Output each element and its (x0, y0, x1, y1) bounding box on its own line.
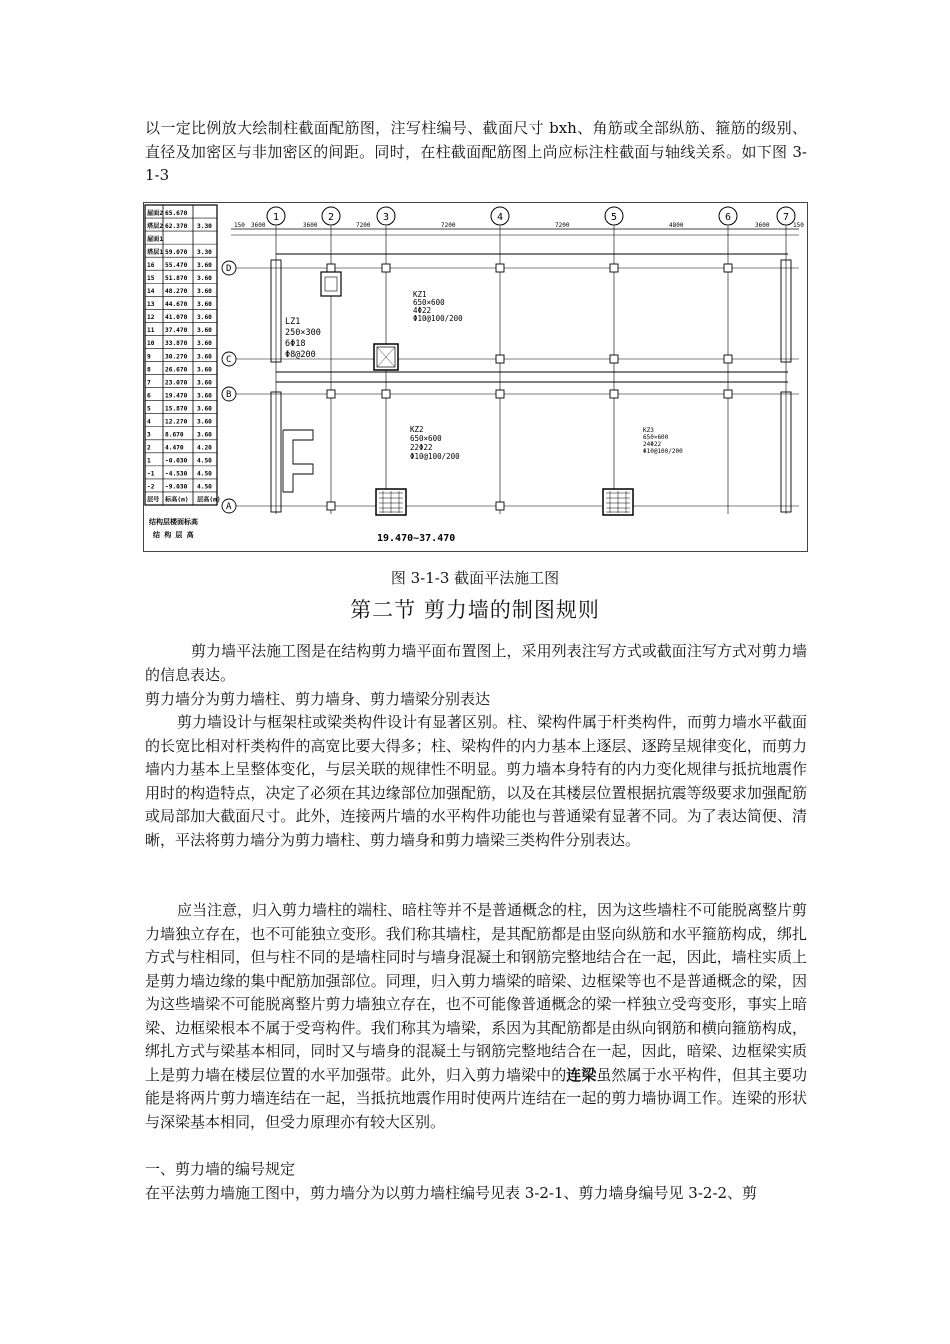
dimension-label: 150 (793, 222, 804, 229)
axis-label: 5 (611, 212, 618, 223)
table-cell-floor: 16 (147, 261, 155, 269)
column-note-line: 4Φ22 (413, 306, 432, 315)
column-marker (724, 355, 732, 363)
table-cell-elevation: 33.870 (165, 340, 188, 348)
row-label: B (226, 390, 232, 400)
table-cell-height: 4.50 (197, 483, 212, 491)
coupling-beam-term: 连梁 (566, 1065, 597, 1084)
figure-caption: 图 3-1-3 截面平法施工图 (390, 569, 560, 587)
column-note-line: Φ8@200 (285, 350, 316, 360)
table-cell-elevation: 8.670 (165, 431, 184, 439)
section-title: 第二节 剪力墙的制图规则 (350, 598, 600, 622)
range-label: 19.470~37.470 (377, 533, 456, 544)
column-marker (496, 502, 504, 510)
paragraph-attention-part2: 虽然属于水平构件，但其主要功能是将两片剪力墙连结在一起，当抵抗地震作用时使两片连结在一起的剪力墙协调工作。连梁的形状与深梁基本相同，但受力原理亦有较大区别。 (145, 1065, 807, 1131)
column-marker (496, 390, 504, 398)
column-marker (382, 390, 390, 398)
axis-label: 1 (273, 212, 280, 223)
column-note-line: Φ10@100/200 (410, 452, 460, 461)
dimension-label: 3600 (251, 222, 266, 229)
structural-drawing-figure (143, 202, 808, 552)
column-note-line: Φ10@100/200 (413, 314, 463, 323)
axis-label: 4 (497, 212, 504, 223)
table-cell-height: 4.50 (197, 470, 212, 478)
column-note-line: KZ2 (410, 425, 424, 434)
paragraph-design-difference: 剪力墙设计与框架柱或梁类构件设计有显著区别。柱、梁构件属于杆类构件，而剪力墙水平截面的长宽比相对杆类构件的高宽比要大得多；柱、梁构件的内力基本上逐层、逐跨呈规律变化，而剪力墙内力基本上呈整体变化，与层关联的规律性不明显。剪力墙本身特有的内力变化规律与抵抗地震作用时的构造特点，决定了必须在其边缘部位加强配筋，以及在其楼层位置根据抗震等级要求加强配筋或局部加大截面尺寸。此外，连接两片墙的水平构件功能也与普通梁有显著不同。为了表达简便、清晰，平法将剪力墙分为剪力墙柱、剪力墙身和剪力墙梁三类构件分别表达。 (145, 713, 808, 849)
table-cell-floor: 屋面2 (147, 209, 164, 217)
column-plan-drawing (143, 202, 808, 552)
table-cell-elevation: -4.530 (165, 470, 188, 478)
lz1-section-detail (321, 272, 341, 296)
intro-paragraph: 以一定比例放大绘制柱截面配筋图，注写柱编号、截面尺寸 bxh、角筋或全部纵筋、箍筋的级别、直径及加密区与非加密区的间距。同时，在柱截面配筋图上尚应标注柱截面与轴线关系。如下图 3-1-3 (145, 119, 807, 184)
column-marker (610, 390, 618, 398)
table-cell-elevation: 48.270 (165, 288, 188, 296)
column-note-line: LZ1 (285, 317, 301, 327)
column-marker (724, 264, 732, 272)
table-cell-height: 3.60 (197, 301, 212, 309)
table-cell-elevation: 62.370 (165, 222, 188, 230)
column-note-line: 650×600 (410, 434, 442, 443)
table-cell-elevation: 23.070 (165, 379, 188, 387)
column-marker (610, 264, 618, 272)
dimension-label: 3600 (303, 222, 318, 229)
table-cell-floor: -1 (147, 470, 155, 478)
table-cell-floor: 10 (147, 340, 155, 348)
table-cell-height: 3.60 (197, 340, 212, 348)
heading-numbering-rules: 一、剪力墙的编号规定 (145, 1160, 296, 1178)
axis-label: 2 (328, 212, 335, 223)
table-cell-elevation: 65.670 (165, 209, 188, 217)
dimension-label: 150 (234, 222, 245, 229)
table-subtitle: 结 构 层 高 (153, 531, 194, 539)
table-cell-floor: 塔层2 (147, 222, 164, 230)
kz1-section-detail (376, 489, 406, 515)
column-marker (724, 390, 732, 398)
column-note-line: 650×600 (643, 434, 669, 441)
table-cell-height: 3.60 (197, 261, 212, 269)
column-note-line: 22Φ22 (410, 443, 433, 452)
table-cell-height: 3.60 (197, 327, 212, 335)
table-cell-elevation: 30.270 (165, 353, 188, 361)
kz3-section-detail (603, 489, 633, 515)
column-marker (496, 264, 504, 272)
column-marker (382, 264, 390, 272)
table-cell-elevation: 51.870 (165, 275, 188, 282)
column-note-line: Φ10@100/200 (643, 448, 683, 455)
paragraph-numbering: 在平法剪力墙施工图中，剪力墙分为以剪力墙柱编号见表 3-2-1、剪力墙身编号见 3-2-2、剪 (145, 1184, 758, 1202)
table-cell-floor: 7 (147, 379, 151, 387)
row-label: D (226, 264, 232, 274)
table-cell-floor: 1 (147, 457, 151, 465)
table-cell-height: 3.60 (197, 405, 212, 413)
table-cell-floor: 12 (147, 314, 155, 322)
column-marker (610, 355, 618, 363)
paragraph-attention (145, 899, 807, 1134)
table-cell-height: 3.60 (197, 392, 212, 400)
table-cell-height: 层高(m) (197, 496, 221, 504)
table-cell-height: 3.60 (197, 314, 212, 322)
table-cell-elevation: 41.070 (165, 314, 188, 322)
column-note-line: 24Φ22 (643, 441, 662, 448)
axis-label: 3 (383, 212, 390, 223)
table-cell-floor: 屋面1 (147, 235, 164, 243)
table-cell-height: 3.60 (197, 431, 212, 439)
column-marker (327, 502, 335, 510)
table-cell-floor: 13 (147, 301, 155, 309)
table-cell-floor: 5 (147, 405, 151, 413)
table-cell-floor: 8 (147, 366, 151, 374)
column-marker (327, 264, 335, 272)
table-cell-floor: 3 (147, 431, 151, 439)
paragraph-division: 剪力墙分为剪力墙柱、剪力墙身、剪力墙梁分别表达 (145, 690, 491, 708)
table-cell-elevation: -0.030 (165, 457, 188, 465)
table-cell-height: 4.50 (197, 457, 212, 465)
table-cell-height: 3.60 (197, 353, 212, 361)
table-cell-floor: 6 (147, 392, 151, 400)
column-marker (496, 355, 504, 363)
table-cell-elevation: 标高(m) (165, 496, 189, 504)
table-cell-floor: -2 (147, 483, 155, 491)
table-cell-elevation: 19.470 (165, 392, 188, 400)
dimension-label: 7200 (555, 222, 570, 229)
table-cell-elevation: 15.870 (165, 405, 188, 413)
table-cell-floor: 4 (147, 418, 151, 426)
paragraph-intro-shearwall: 剪力墙平法施工图是在结构剪力墙平面布置图上，采用列表注写方式或截面注写方式对剪力墙的信息表达。 (145, 642, 807, 684)
table-cell-height: 3.60 (197, 288, 212, 296)
table-cell-floor: 14 (147, 288, 155, 296)
column-marker (327, 390, 335, 398)
table-cell-height: 3.60 (197, 366, 212, 374)
column-note-line: KZ1 (413, 290, 427, 299)
table-cell-elevation: 12.270 (165, 418, 188, 426)
row-label: C (226, 355, 232, 365)
axis-label: 7 (783, 212, 790, 223)
axis-label: 6 (725, 212, 732, 223)
table-cell-height: 3.30 (197, 248, 212, 256)
kz2-section-detail (374, 344, 398, 370)
table-cell-floor: 15 (147, 275, 155, 282)
paragraph-attention-part1: 应当注意，归入剪力墙柱的端柱、暗柱等并不是普通概念的柱，因为这些墙柱不可能脱离整片剪力墙独立存在，也不可能独立变形。我们称其墙柱，是其配筋都是由竖向纵筋和水平箍筋构成，绑扎方式与柱相同，但与柱不同的是墙柱同时与墙身混凝土和钢筋完整地结合在一起，因此，墙柱实质上是剪力墙边缘的集中配筋加强部位。同理，归入剪力墙梁的暗梁、边框梁等也不是普通概念的梁，因为这些墙梁不可能脱离整片剪力墙独立存在，也不可能像普通概念的梁一样独立受弯变形，事实上暗梁、边框梁根本不属于受弯构件。我们称其为墙梁，系因为其配筋都是由纵向钢筋和横向箍筋构成，绑扎方式与梁基本相同，同时又与墙身的混凝土与钢筋完整地结合在一起，因此，暗梁、边框梁实质上是剪力墙在楼层位置的水平加强带。此外，归入剪力墙梁中的 (145, 901, 808, 1084)
table-cell-floor: 层号 (147, 496, 160, 504)
table-cell-elevation: 26.670 (165, 366, 188, 374)
table-cell-elevation: -9.030 (165, 483, 188, 491)
table-cell-elevation: 37.470 (165, 327, 188, 335)
table-cell-height: 3.60 (197, 379, 212, 387)
table-cell-floor: 塔层1 (147, 248, 164, 256)
dimension-label: 4800 (669, 222, 684, 229)
table-title: 结构层楼面标高 (149, 518, 198, 526)
table-cell-floor: 9 (147, 353, 151, 361)
table-cell-height: 3.60 (197, 418, 212, 426)
table-cell-elevation: 59.070 (165, 248, 188, 256)
table-cell-elevation: 44.670 (165, 301, 188, 309)
column-note-line: 6Φ18 (285, 339, 306, 349)
table-cell-floor: 2 (147, 444, 151, 452)
dimension-label: 7200 (441, 222, 456, 229)
table-cell-height: 3.30 (197, 222, 212, 230)
table-cell-height: 3.60 (197, 275, 212, 282)
table-cell-elevation: 55.470 (165, 261, 188, 269)
dimension-label: 7200 (356, 222, 371, 229)
column-note-line: KZ3 (643, 427, 654, 434)
table-cell-floor: 11 (147, 327, 155, 335)
column-note-line: 250×300 (285, 328, 321, 338)
dimension-label: 3600 (755, 222, 770, 229)
column-note-line: 650×600 (413, 298, 445, 307)
row-label: A (226, 502, 232, 512)
table-cell-elevation: 4.470 (165, 444, 184, 452)
table-cell-height: 4.20 (197, 444, 212, 452)
